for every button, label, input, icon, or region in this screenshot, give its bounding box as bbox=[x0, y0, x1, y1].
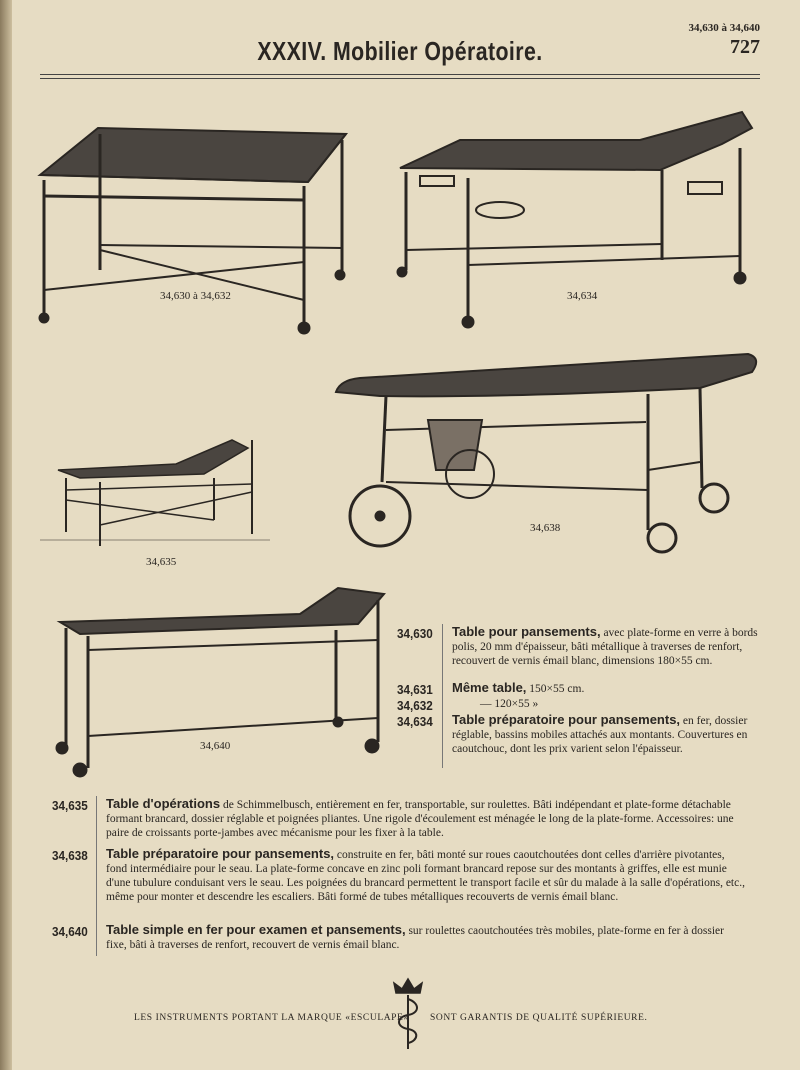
column-separator bbox=[96, 796, 97, 956]
entry-text: en fer, dossier réglable, bassins mobiles attachés aux montants. Couvertures en caoutchouc, dont les prix varient selon l'épaisseur. bbox=[452, 715, 748, 755]
caption: 34,634 bbox=[567, 290, 598, 302]
entry-title: — bbox=[480, 698, 492, 710]
entry-title: Table préparatoire pour pansements, bbox=[452, 712, 681, 727]
entry-description bbox=[452, 625, 764, 668]
entry-text: 120×55 » bbox=[491, 698, 539, 710]
footer-left: LES INSTRUMENTS PORTANT LA MARQUE «ESCULAPE» bbox=[134, 1013, 409, 1023]
column-separator bbox=[442, 624, 443, 768]
entry-description bbox=[452, 681, 764, 696]
page-title: XXXIV. Mobilier Opératoire. bbox=[257, 36, 543, 66]
entry-text: 150×55 cm. bbox=[526, 683, 585, 695]
entry-title: Table d'opérations bbox=[106, 796, 221, 811]
entry-title: Table simple en fer pour examen et pansements, bbox=[106, 922, 406, 937]
entry-description bbox=[106, 847, 746, 904]
caption: 34,630 à 34,632 bbox=[160, 290, 231, 302]
entry-text: de Schimmelbusch, entièrement en fer, transportable, sur roulettes. Bâti indépendant et plate-forme détachable formant brancard, dossier réglable et poignées pliantes. Une rigole d'écoulement est ménagée le long de la plate-forme. Accessoires: une paire de croissants porte-jambes avec mécanisme pour les fixer à la table. bbox=[106, 799, 734, 839]
entry-title: Table pour pansements, bbox=[452, 624, 601, 639]
entry-number: 34,631 bbox=[397, 682, 433, 697]
caption: 34,638 bbox=[530, 522, 561, 534]
footer-right: SONT GARANTIS DE QUALITÉ SUPÉRIEURE. bbox=[430, 1013, 648, 1023]
table-34635-illustration bbox=[40, 440, 270, 546]
entry-title: Table préparatoire pour pansements, bbox=[106, 846, 335, 861]
entry-number: 34,630 bbox=[397, 626, 433, 641]
entry-number: 34,634 bbox=[397, 714, 433, 729]
entry-title: Même table, bbox=[452, 680, 527, 695]
entry-number: 34,638 bbox=[52, 848, 88, 863]
entry-number: 34,640 bbox=[52, 924, 88, 939]
entry-description bbox=[106, 923, 746, 952]
caption: 34,635 bbox=[146, 556, 177, 568]
entry-text: avec plate-forme en verre à bords polis, 20 mm d'épaisseur, bâti métallique à traverses de renfort, recouvert de vernis émail blanc, dimensions 180×55 cm. bbox=[452, 627, 758, 667]
entry-description bbox=[452, 713, 764, 756]
entry-text: construite en fer, bâti monté sur roues caoutchoutées dont celles d'arrière pivotantes, fond intermédiaire pour le seau. La plate-forme concave en zinc poli formant brancard repose sur des montants à griffes, elle est munie d'une tubulure conduisant vers le seau. Les poignées du brancard permettent le transport facile et sûr du malade à la salle d'opérations, etc., même pour monter et descendre les escaliers. Bâti formé de tubes métalliques recouverts de vernis émail blanc. bbox=[106, 849, 745, 903]
entry-text: sur roulettes caoutchoutées très mobiles, plate-forme en fer à dossier fixe, bâti à traverses de renfort, recouvert de vernis émail blanc. bbox=[106, 925, 724, 951]
entry-number: 34,632 bbox=[397, 698, 433, 713]
table-34630-illustration bbox=[40, 128, 346, 333]
entry-description bbox=[106, 797, 746, 840]
entry-description bbox=[480, 697, 764, 711]
entry-number: 34,635 bbox=[52, 798, 88, 813]
page-range: 34,630 à 34,640 bbox=[688, 22, 760, 34]
page-number: 727 bbox=[730, 36, 760, 58]
caption: 34,640 bbox=[200, 740, 231, 752]
